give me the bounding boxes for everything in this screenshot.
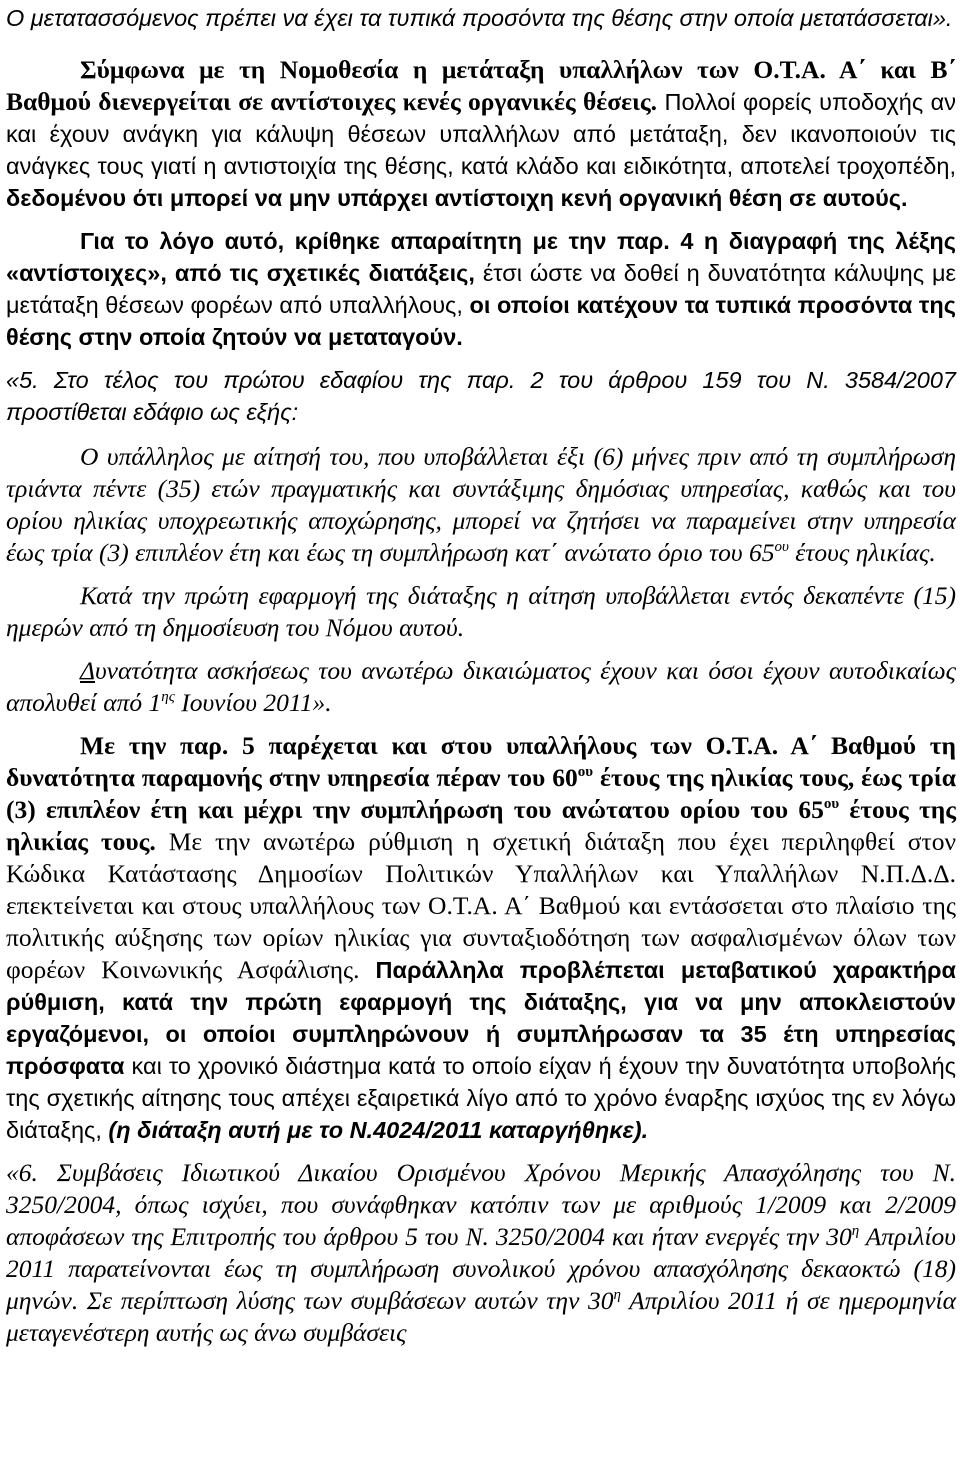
bold-text: οι οποίοι κατέχουν τα τυπικά προσόντα της θέσης στην οποία ζητούν να μεταταγούν. [6, 292, 956, 350]
paragraph-fixed-term-contracts: «6. Συμβάσεις Ιδιωτικού Δικαίου Ορισμένου Χρόνου Μερικής Απασχόλησης του Ν. 3250/2004, όπως ισχύει, που συνάφθηκαν κατόπιν των με αριθμούς 1/2009 και 2/2009 αποφάσεων της Επιτροπής του άρθρου 5 του Ν. 3250/2004 και ήταν ενεργές την $30^\eta$ Απριλίου 2011 παρατείνονται έως τη συμπλήρωση συνολικού χρόνου απασχόλησης δεκαοκτώ (18) μηνών. Σε περίπτωση λύσης των συμβάσεων αυτών την $30^\eta$ Απριλίου 2011 ή σε ημερομηνία μεταγενέστερη αυτής ως άνω συμβάσεις [6, 1158, 957, 1347]
paragraph-transfer-legislation [6, 54, 956, 214]
normal-text: έτσι ώστε να δοθεί η δυνατότητα κάλυψης με μετάταξη θέσεων φορέων από υπαλλήλους, [6, 260, 957, 318]
paragraph-retention-in-service: Με την παρ. 5 παρέχεται και στου υπαλλήλους των Ο.Τ.Α. Α΄ Βαθμού τη δυνατότητα παραμονής στην υπηρεσία πέραν του $60^{o\upsilon}$ έτους της ηλικίας τους, έως τρία (3) επιπλέον έτη και μέχρι την συμπλήρωση του ανώτατου ορίου του $65^{o\upsilon}$ έτους της ηλικίας τους. Με την ανωτέρω ρύθμιση η σχετική διάταξη που έχει περιληφθεί στον Κώδικα Κατάστασης Δημοσίων Πολιτικών Υπαλλήλων και Υπαλλήλων Ν.Π.Δ.Δ. επεκτείνεται και στους υπαλλήλους των Ο.Τ.Α. Α΄ Βαθμού και εντάσσεται στο πλαίσιο της πολιτικής αύξησης των ορίων ηλικίας για συνταξιοδότηση των ασφαλισμένων όλων των φορέων Κοινωνικής Ασφάλισης. Παράλληλα προβλέπεται μεταβατικού χαρακτήρα ρύθμιση, κατά την πρώτη εφαρμογή της διάταξης, για να μην αποκλειστούν εργαζόμενοι, οι οποίοι συμπληρώνουν ή συμπλήρωσαν τα 35 έτη υπηρεσίας πρόσφατα και το χρονικό διάστημα κατά το οποίο είχαν ή έχουν την δυνατότητα υποβολής της σχετικής αίτησης τους απέχει εξαιρετικά λίγο από το χρόνο έναρξης ισχύος της εν λόγω διάταξης, (η διάταξη αυτή με το Ν.4024/2011 καταργήθηκε). [6, 731, 956, 1143]
paragraph-amendment-intro: «5. Στο τέλος του πρώτου εδαφίου της παρ. 2 του άρθρου 159 του Ν. 3584/2007 προστίθεται εδάφιο ως εξής: [6, 367, 956, 425]
bold-text: δεδομένου ότι μπορεί να μην υπάρχει αντίστοιχη κενή οργανική θέση σε αυτούς. [6, 185, 908, 211]
bold-text: Για το λόγο αυτό, κρίθηκε απαραίτητη με την παρ. 4 η διαγραφή της λέξης «αντίστοιχες», από τις σχετικές διατάξεις, [6, 228, 956, 286]
paragraph-first-application: Κατά την πρώτη εφαρμογή της διάταξης η αίτηση υποβάλλεται εντός δεκαπέντε (15) ημερών από τη δημοσίευση του Νόμου αυτού. [6, 581, 956, 642]
bold-text: Σύμφωνα με τη Νομοθεσία η μετάταξη υπαλλήλων των Ο.Τ.Α. Α΄ και Β΄ Βαθμού διενεργείται σε αντίστοιχες κενές οργανικές θέσεις. [6, 55, 956, 116]
paragraph-employee-request: Ο υπάλληλος με αίτησή του, που υποβάλλεται έξι (6) μήνες πριν από τη συμπλήρωση τριάντα πέντε (35) ετών πραγματικής και συντάξιμης δημόσιας υπηρεσίας, καθώς και του ορίου ηλικίας υποχρεωτικής αποχώρησης, μπορεί να ζητήσει να παραμείνει στην υπηρεσία έως τρία (3) επιπλέον έτη και έως τη συμπλήρωση κατ΄ ανώτατο όριο του $65^{o\upsilon}$ έτους ηλικίας. [6, 442, 956, 567]
paragraph-requirements: Ο μετατασσόμενος πρέπει να έχει τα τυπικά προσόντα της θέσης στην οποία μετατάσσεται». [6, 5, 953, 31]
paragraph-deletion-of-word [6, 225, 956, 353]
normal-text: Πολλοί φορείς υποδοχής αν και έχουν ανάγκη για κάλυψη θέσεων υπαλλήλων από μετάταξη, δεν ικανοποιούν τις ανάγκες τους γιατί η αντιστοιχία της θέσης, κατά κλάδο και ειδικότητα, αποτελεί τροχοπέδη, [6, 89, 957, 179]
paragraph-right-exercise: Δυνατότητα ασκήσεως του ανωτέρω δικαιώματος έχουν και όσοι έχουν αυτοδικαίως απολυθεί από $1^{\eta\varsigma}$ Ιουνίου 2011». [6, 656, 956, 717]
